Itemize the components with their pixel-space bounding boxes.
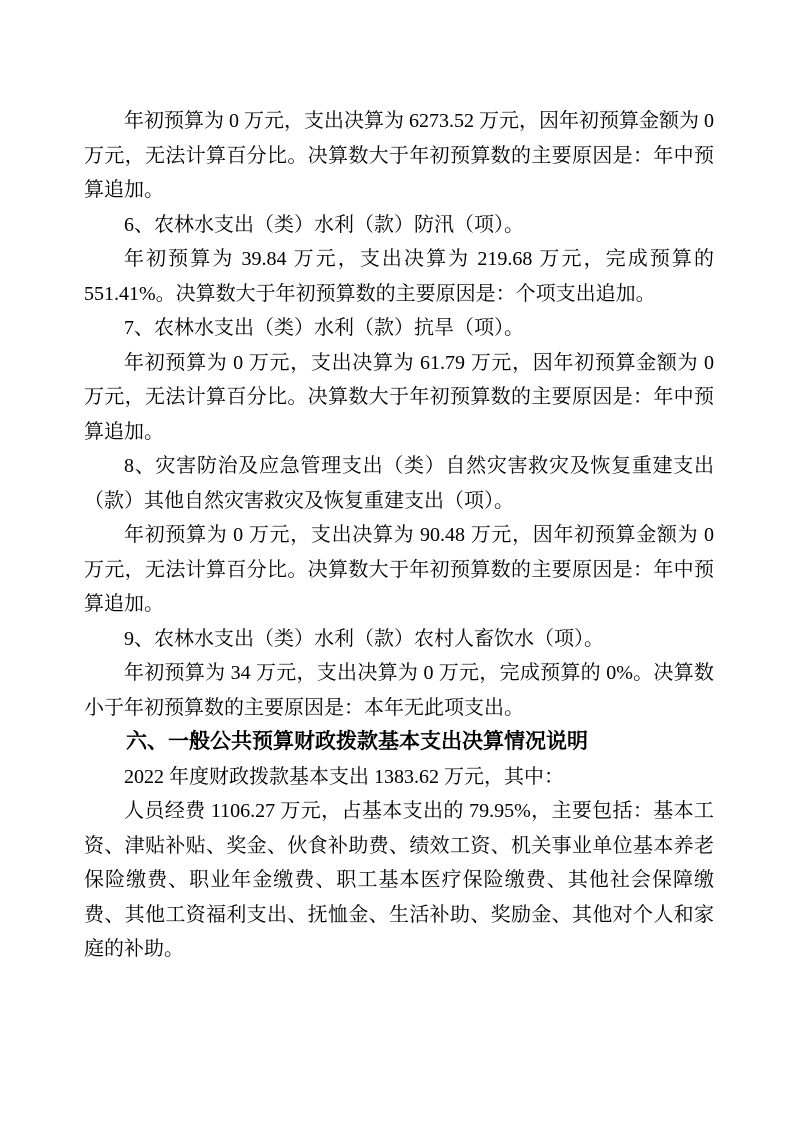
paragraph-item7-title: 7、农林水支出（类）水利（款）抗旱（项）。 — [124, 317, 524, 339]
paragraph-item7-detail: 年初预算为 0 万元，支出决算为 61.79 万元，因年初预算金额为 0 万元，无法计算百分比。决算数大于年初预算数的主要原因是：年中预算追加。 — [84, 351, 714, 443]
paragraph-item6-detail: 年初预算为 39.84 万元，支出决算为 219.68 万元，完成预算的 551.41%。决算数大于年初预算数的主要原因是：个项支出追加。 — [84, 248, 714, 305]
paragraph-item8-title: 8、灾害防治及应急管理支出（类）自然灾害救灾及恢复重建支出（款）其他自然灾害救灾及恢复重建支出（项）。 — [84, 455, 714, 512]
paragraph-item9-detail: 年初预算为 34 万元，支出决算为 0 万元，完成预算的 0%。决算数小于年初预算数的主要原因是：本年无此项支出。 — [84, 662, 714, 719]
section-heading-six: 六、一般公共预算财政拨款基本支出决算情况说明 — [126, 730, 588, 753]
document-content — [84, 104, 714, 967]
paragraph-item5-detail: 年初预算为 0 万元，支出决算为 6273.52 万元，因年初预算金额为 0 万元，无法计算百分比。决算数大于年初预算数的主要原因是：年中预算追加。 — [84, 110, 714, 201]
paragraph-item9-title: 9、农林水支出（类）水利（款）农村人畜饮水（项）。 — [124, 627, 604, 650]
paragraph-basic-expenditure-total: 2022 年度财政拨款基本支出 1383.62 万元，其中： — [124, 765, 564, 788]
paragraph-item8-detail: 年初预算为 0 万元，支出决算为 90.48 万元，因年初预算金额为 0 万元，无法计算百分比。决算数大于年初预算数的主要原因是：年中预算追加。 — [84, 524, 714, 615]
paragraph-item6-title: 6、农林水支出（类）水利（款）防汛（项）。 — [124, 213, 524, 236]
paragraph-personnel-expenses-detail: 人员经费 1106.27 万元，占基本支出的 79.95%，主要包括：基本工资、津贴补贴、奖金、伙食补助费、绩效工资、机关事业单位基本养老保险缴费、职业年金缴费、职工基本医疗保险缴费、其他社会保障缴费、其他工资福利支出、抚恤金、生活补助、奖励金、其他对个人和家庭的补助。 — [84, 800, 714, 960]
